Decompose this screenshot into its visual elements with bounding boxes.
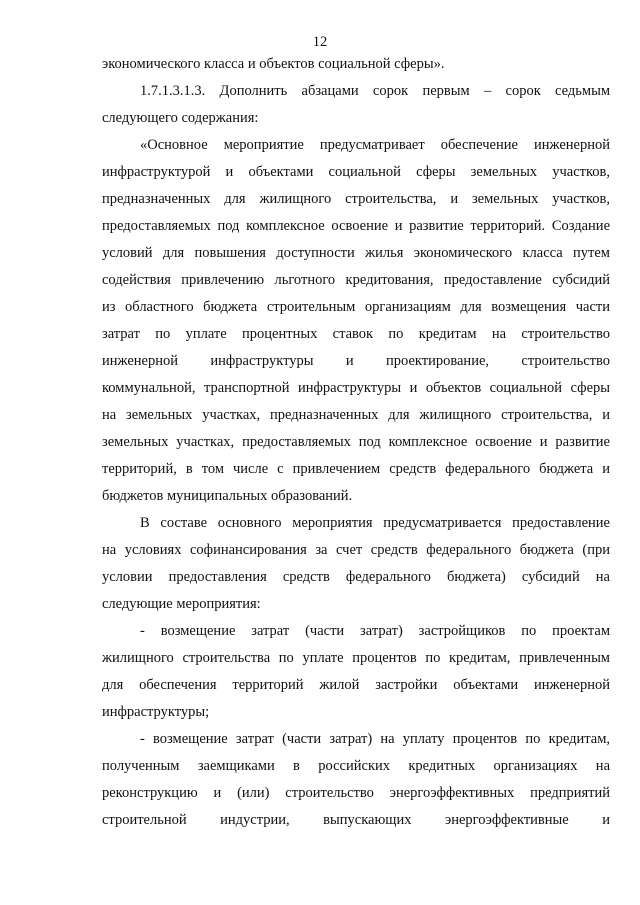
text-line: инженерной инфраструктуры и проектирование, строительство <box>102 353 610 369</box>
text-line: условии предоставления средств федерального бюджета) субсидий на <box>102 569 610 585</box>
text-line: экономического класса и объектов социальной сферы». <box>102 56 445 72</box>
text-line: условий для повышения доступности жилья экономического класса путем <box>102 245 610 261</box>
text-line: В составе основного мероприятия предусматривается предоставление <box>140 515 610 531</box>
text-line: строительной индустрии, выпускающих энергоэффективные и <box>102 812 610 828</box>
text-line: содействия привлечению льготного кредитования, предоставление субсидий <box>102 272 610 288</box>
text-line: на земельных участках, предназначенных для жилищного строительства, и <box>102 407 610 423</box>
text-line: реконструкцию и (или) строительство энергоэффективных предприятий <box>102 785 610 801</box>
text-line: бюджетов муниципальных образований. <box>102 488 353 504</box>
text-line: для обеспечения территорий жилой застройки объектами инженерной <box>102 677 610 693</box>
text-line: территорий, в том числе с привлечением средств федерального бюджета и <box>102 461 610 477</box>
text-line: земельных участках, предоставляемых под комплексное освоение и развитие <box>102 434 610 450</box>
text-line: инфраструктурой и объектами социальной сферы земельных участков, <box>102 164 610 180</box>
text-line: следующего содержания: <box>102 110 259 126</box>
text-line: предназначенных для жилищного строительства, и земельных участков, <box>102 191 610 207</box>
text-line: жилищного строительства по уплате процентов по кредитам, привлеченным <box>102 650 610 666</box>
text-line: следующие мероприятия: <box>102 596 261 612</box>
text-line: - возмещение затрат (части затрат) застройщиков по проектам <box>140 623 610 639</box>
text-line: - возмещение затрат (части затрат) на уплату процентов по кредитам, <box>140 731 610 747</box>
text-line: коммунальной, транспортной инфраструктуры и объектов социальной сферы <box>102 380 610 396</box>
text-line: предоставляемых под комплексное освоение и развитие территорий. Создание <box>102 218 610 234</box>
document-body <box>102 51 610 834</box>
text-line: «Основное мероприятие предусматривает обеспечение инженерной <box>140 137 610 153</box>
text-line: 1.7.1.3.1.3. Дополнить абзацами сорок первым – сорок седьмым <box>140 83 610 99</box>
text-line: на условиях софинансирования за счет средств федерального бюджета (при <box>102 542 610 558</box>
text-line: затрат по уплате процентных ставок по кредитам на строительство <box>102 326 610 342</box>
text-line: полученным заемщиками в российских кредитных организациях на <box>102 758 610 774</box>
text-line: инфраструктуры; <box>102 704 210 720</box>
text-line: из областного бюджета строительным организациям для возмещения части <box>102 299 610 315</box>
page-number: 12 <box>312 34 328 50</box>
